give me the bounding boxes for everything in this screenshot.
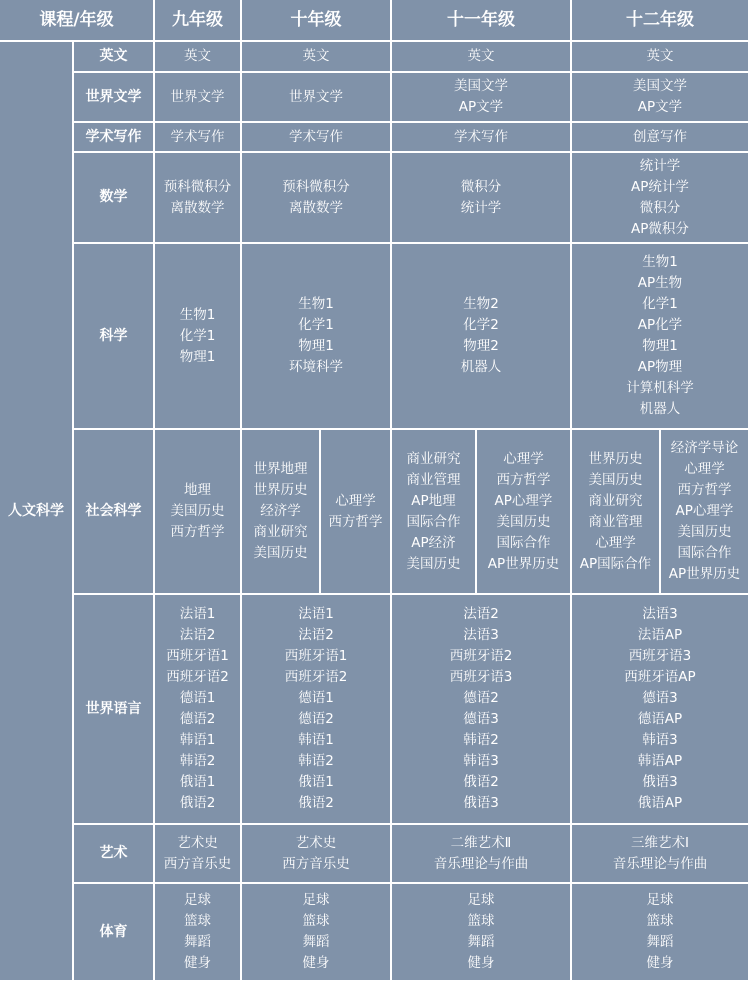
subject-label: 学术写作 [74, 123, 153, 151]
subject-label: 世界语言 [74, 595, 153, 823]
course-cell: 足球 篮球 舞蹈 健身 [572, 884, 748, 980]
course-cell: 艺术史 西方音乐史 [242, 825, 390, 882]
subject-label: 体育 [74, 884, 153, 980]
course-cell: 经济学导论 心理学 西方哲学 AP心理学 美国历史 国际合作 AP世界历史 [661, 430, 748, 593]
course-cell: 学术写作 [155, 123, 240, 151]
course-cell: 法语3 法语AP 西班牙语3 西班牙语AP 德语3 德语AP 韩语3 韩语AP 俄语3 俄语AP [572, 595, 748, 823]
course-cell: 预科微积分 离散数学 [155, 153, 240, 242]
course-cell: 学术写作 [242, 123, 390, 151]
course-cell: 法语1 法语2 西班牙语1 西班牙语2 德语1 德语2 韩语1 韩语2 俄语1 俄语2 [155, 595, 240, 823]
course-cell: 英文 [392, 42, 570, 71]
course-cell: 学术写作 [392, 123, 570, 151]
subject-label: 艺术 [74, 825, 153, 882]
course-cell: 世界文学 [155, 73, 240, 121]
course-cell: 地理 美国历史 西方哲学 [155, 430, 240, 593]
course-cell: 美国文学 AP文学 [392, 73, 570, 121]
course-cell: 微积分 统计学 [392, 153, 570, 242]
course-cell: 英文 [242, 42, 390, 71]
course-cell: 生物1 化学1 物理1 [155, 244, 240, 428]
course-cell: 心理学 西方哲学 [321, 430, 390, 593]
course-cell: 统计学 AP统计学 微积分 AP微积分 [572, 153, 748, 242]
header-grade: 十一年级 [392, 0, 570, 40]
subject-label: 科学 [74, 244, 153, 428]
course-cell: 二维艺术Ⅱ 音乐理论与作曲 [392, 825, 570, 882]
course-cell: 生物1 AP生物 化学1 AP化学 物理1 AP物理 计算机科学 机器人 [572, 244, 748, 428]
course-cell: 心理学 西方哲学 AP心理学 美国历史 国际合作 AP世界历史 [477, 430, 570, 593]
course-cell: 三维艺术Ⅰ 音乐理论与作曲 [572, 825, 748, 882]
course-cell: 足球 篮球 舞蹈 健身 [392, 884, 570, 980]
subject-label: 英文 [74, 42, 153, 71]
course-cell: 生物2 化学2 物理2 机器人 [392, 244, 570, 428]
course-cell: 世界历史 美国历史 商业研究 商业管理 心理学 AP国际合作 [572, 430, 659, 593]
header-corner: 课程/年级 [0, 0, 153, 40]
course-cell: 英文 [155, 42, 240, 71]
course-cell: 预科微积分 离散数学 [242, 153, 390, 242]
course-cell: 生物1 化学1 物理1 环境科学 [242, 244, 390, 428]
subject-label: 世界文学 [74, 73, 153, 121]
header-grade: 九年级 [155, 0, 240, 40]
course-cell: 法语1 法语2 西班牙语1 西班牙语2 德语1 德语2 韩语1 韩语2 俄语1 俄语2 [242, 595, 390, 823]
course-cell: 足球 篮球 舞蹈 健身 [155, 884, 240, 980]
subject-label: 数学 [74, 153, 153, 242]
course-cell: 足球 篮球 舞蹈 健身 [242, 884, 390, 980]
course-cell: 美国文学 AP文学 [572, 73, 748, 121]
course-cell: 世界地理 世界历史 经济学 商业研究 美国历史 [242, 430, 319, 593]
course-cell: 世界文学 [242, 73, 390, 121]
course-cell: 法语2 法语3 西班牙语2 西班牙语3 德语2 德语3 韩语2 韩语3 俄语2 俄语3 [392, 595, 570, 823]
course-cell: 英文 [572, 42, 748, 71]
category-label: 人文科学 [0, 42, 72, 980]
subject-label: 社会科学 [74, 430, 153, 593]
header-grade: 十二年级 [572, 0, 748, 40]
course-cell: 商业研究 商业管理 AP地理 国际合作 AP经济 美国历史 [392, 430, 475, 593]
course-cell: 创意写作 [572, 123, 748, 151]
header-grade: 十年级 [242, 0, 390, 40]
course-cell: 艺术史 西方音乐史 [155, 825, 240, 882]
